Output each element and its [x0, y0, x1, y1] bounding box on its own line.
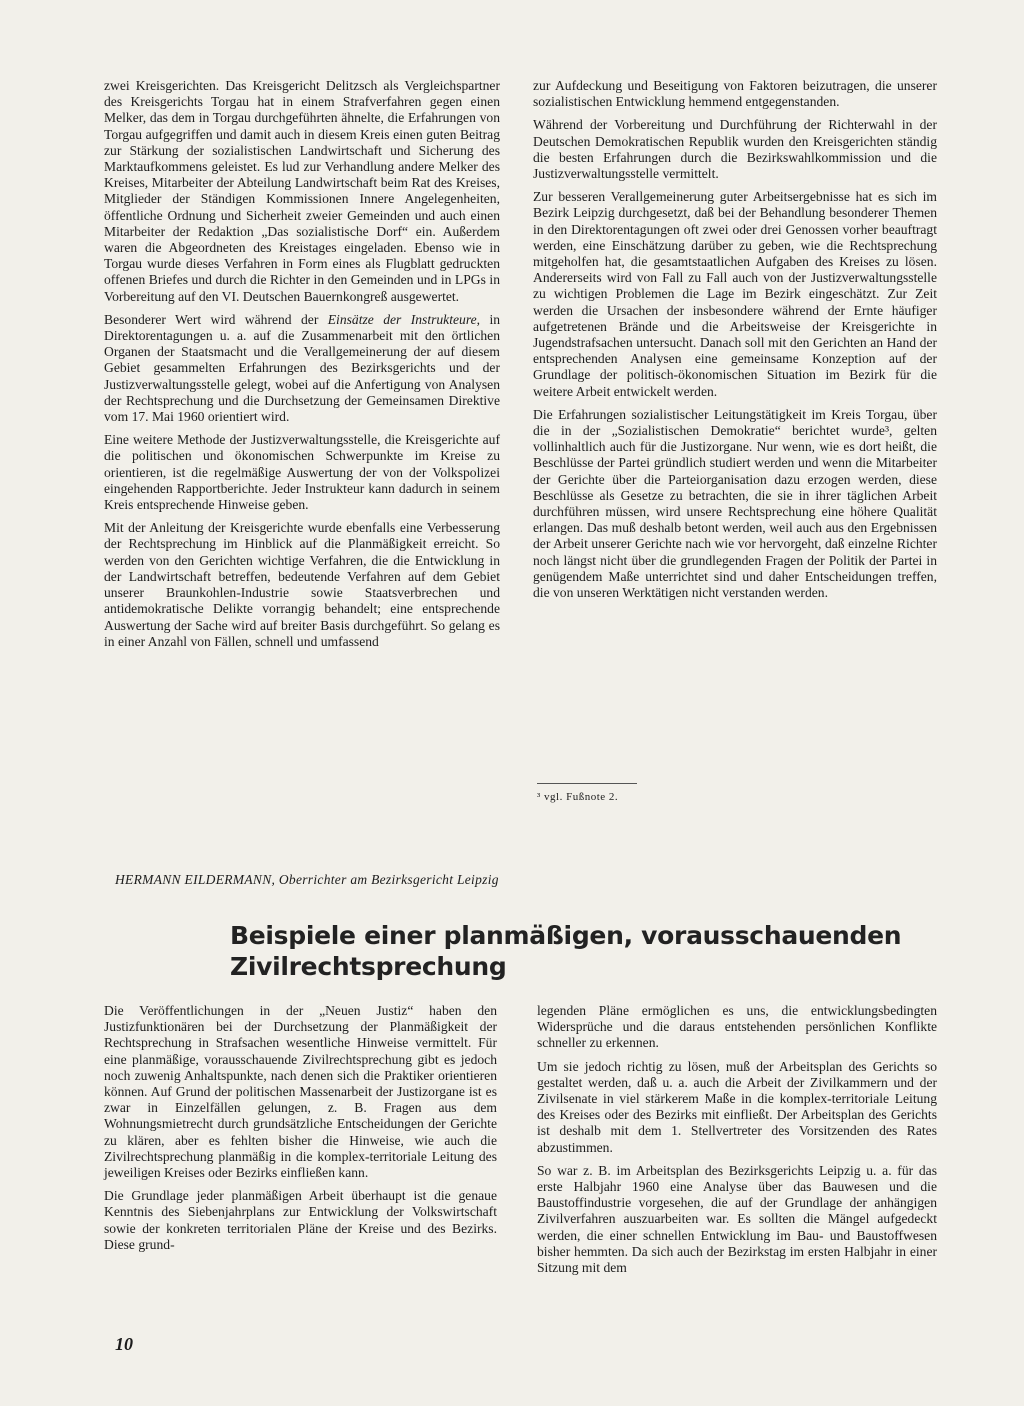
article-column-top-right — [533, 78, 937, 601]
paragraph — [104, 312, 500, 425]
paragraph: So war z. B. im Arbeitsplan des Bezirksgerichts Leipzig u. a. für das erste Halbjahr 1960 eine Analyse über das Bauwesen und die Baustoffindustrie vorgesehen, die auf der Grundlage der anhängigen Zivilverfahren auszuarbeiten war. Es sollten die Mängel aufgedeckt werden, die einer schnellen Entwicklung im Bau- und Baustoffwesen bisher hemmten. Da sich auch der Bezirkstag im ersten Halbjahr in einer Sitzung mit dem — [537, 1162, 937, 1276]
paragraph: Während der Vorbereitung und Durchführung der Richterwahl in der Deutschen Demokratischen Republik wurden den Kreisgerichten ständig die besten Erfahrungen durch die Bezirkswahlkommission und die Justizverwaltungsstelle vermittelt. — [533, 117, 937, 182]
paragraph: Mit der Anleitung der Kreisgerichte wurde ebenfalls eine Verbesserung der Rechtsprechung im Hinblick auf die Planmäßigkeit erreicht. So werden von den Gerichten wichtige Verfahren, die die Entwicklung in der Landwirtschaft betreffen, bedeutende Verfahren auf dem Gebiet unserer Braunkohlen-Industrie sowie Staatsverbrechen und antidemokratische Delikte vorrangig behandelt; eine entsprechende Auswertung der Sache wird auf breiter Basis durchgeführt. So gelang es in einer Anzahl von Fällen, schnell und umfassend — [104, 520, 500, 649]
paragraph-text: Besonderer Wert wird während der — [104, 311, 328, 327]
article-headline: Beispiele einer planmäßigen, vorausschauenden Zivilrechtsprechung — [230, 921, 902, 981]
page-number: 10 — [115, 1334, 133, 1354]
paragraph-text: , in Direktorentagungen u. a. auf die Zusammenarbeit mit den örtlichen Organen der Staatsmacht und die Verallgemeinerung der auf diesem Gebiet gesammelten Erfahrungen des Bezirksgerichts und der Justizverwaltungsstelle gelegt, wobei auf die Anfertigung von Analysen der Rechtsprechung und die Durchsetzung der Gemeinsamen Direktive vom 17. Mai 1960 orientiert wird. — [104, 311, 501, 425]
paragraph: Zur besseren Verallgemeinerung guter Arbeitsergebnisse hat es sich im Bezirk Leipzig durchgesetzt, daß bei der Behandlung besonderer Themen in den Direktorentagungen oft zwei oder drei Genossen vorher beauftragt werden, eine Einschätzung darüber zu geben, wie die Rechtsprechung mitgeholfen hat, die gesamtstaatlichen Aufgaben des Kreises zu lösen. Andererseits wird von Fall zu Fall auch von der Justizverwaltungsstelle zu wichtigen Problemen die Lage im Bezirk eingeschätzt. Zur Zeit werden die Ursachen der insbesondere während der Ernte häufiger aufgetretenen Brände und die Arbeitsweise der Kreisgerichte in Jugendstrafsachen untersucht. Danach soll mit den Gerichten an Hand der entsprechenden Analysen eine gemeinsame Konzeption auf der Grundlage der politisch-ökonomischen Situation im Bezirk für die weitere Arbeit entwickelt werden. — [533, 189, 937, 399]
footnote: ³ vgl. Fußnote 2. — [537, 791, 619, 803]
paragraph: zwei Kreisgerichten. Das Kreisgericht Delitzsch als Vergleichspartner des Kreisgerichts Torgau hat in einem Strafverfahren gegen einen Melker, das dem in Torgau durchgeführten ähnelte, die Erfahrungen von Torgau aufgegriffen und damit auch in diesem Kreis einen guten Beitrag zur Stärkung der sozialistischen Landwirtschaft und Sicherung des Marktaufkommens geleistet. Es lud zur Verhandlung andere Melker des Kreises, Mitarbeiter der Abteilung Landwirtschaft beim Rat des Kreises, Mitglieder der Ständigen Kommissionen Innere Angelegenheiten, öffentliche Ordnung und Sicherheit zweier Gemeinden und auch einen Mitarbeiter der Redaktion „Das sozialistische Dorf“ ein. Außerdem waren die Abgeordneten des Kreistages eingeladen. Ebenso wie in Torgau wurde dieses Verfahren in Form eines als Flugblatt gedruckten offenen Briefes und durch die Richter in den Gemeinden und in LPGs in Vorbereitung auf den VI. Deutschen Bauernkongreß ausgewertet. — [104, 78, 500, 304]
article-column-bottom-left — [104, 1003, 497, 1253]
paragraph: legenden Pläne ermöglichen es uns, die entwicklungsbedingten Widersprüche und die daraus entstehenden persönlichen Konflikte schneller zu erkennen. — [537, 1003, 937, 1051]
paragraph: zur Aufdeckung und Beseitigung von Faktoren beizutragen, die unserer sozialistischen Entwicklung hemmend entgegenstanden. — [533, 78, 937, 110]
paragraph: Die Erfahrungen sozialistischer Leitungstätigkeit im Kreis Torgau, über die in der „Sozialistischen Demokratie“ berichtet wurde³, gelten vollinhaltlich auch für die Justizorgane. Nur wenn, wie es dort heißt, die Beschlüsse der Partei gründlich studiert werden und wenn die Mitarbeiter der Gerichte über die Parteiorganisation dazu erzogen werden, diese Beschlüsse als Gesetze zu betrachten, die sie in ihrer täglichen Arbeit durchführen müssen, wird unsere Rechtsprechung eine höhere Qualität erlangen. Das muß deshalb betont werden, weil auch aus den Ergebnissen der Arbeit unserer Gerichte nach wie vor hervorgeht, daß einzelne Richter noch längst nicht über die grundlegenden Fragen der Politik der Partei in genügendem Maße unterrichtet sind und daher Entscheidungen treffen, die von unseren Werktätigen nicht verstanden werden. — [533, 406, 937, 601]
author-byline: HERMANN EILDERMANN, Oberrichter am Bezirksgericht Leipzig — [115, 872, 499, 887]
footnote-divider — [537, 783, 637, 784]
paragraph: Um sie jedoch richtig zu lösen, muß der Arbeitsplan des Gerichts so gestaltet werden, daß u. a. auch die Arbeit der Zivilkammern und der Zivilsenate in viel stärkerem Maße in die komplex-territoriale Leitung des Kreises oder des Bezirks mit einfließt. Der Arbeitsplan des Gerichts ist deshalb mit dem 1. Stellvertreter des Vorsitzenden des Rates abzustimmen. — [537, 1058, 937, 1155]
paragraph: Eine weitere Methode der Justizverwaltungsstelle, die Kreisgerichte auf die politischen und ökonomischen Schwerpunkte im Kreise zu orientieren, ist die regelmäßige Auswertung der von der Volkspolizei eingehenden Rapportberichte. Jeder Instrukteur kann dadurch in seinem Kreis entsprechende Hinweise geben. — [104, 432, 500, 513]
paragraph: Die Veröffentlichungen in der „Neuen Justiz“ haben den Justizfunktionären bei der Durchsetzung der Planmäßigkeit der Rechtsprechung in Strafsachen wesentliche Hinweise vermittelt. Für eine planmäßige, vorausschauende Zivilrechtsprechung gibt es jedoch noch zuwenig Anhaltspunkte, nach denen sich die Praktiker orientieren können. Auf Grund der politischen Massenarbeit der Justizorgane ist es zwar in Einzelfällen gelungen, z. B. Fragen aus dem Wohnungsmietrecht durch grundsätzliche Entscheidungen der Gerichte zu klären, aber es fehlten bisher die Hinweise, wie auch die Zivilrechtsprechung planmäßig in die komplex-territoriale Leitung des jeweiligen Kreises oder Bezirks einfließen kann. — [104, 1003, 497, 1181]
article-column-bottom-right — [537, 1003, 937, 1276]
paragraph: Die Grundlage jeder planmäßigen Arbeit überhaupt ist die genaue Kenntnis des Siebenjahrplans zur Entwicklung der Volkswirtschaft sowie der konkreten territorialen Pläne der Kreise und des Bezirks. Diese grund- — [104, 1188, 497, 1252]
emphasis-text: Einsätze der Instrukteure — [327, 311, 477, 327]
article-column-top-left — [104, 78, 500, 650]
